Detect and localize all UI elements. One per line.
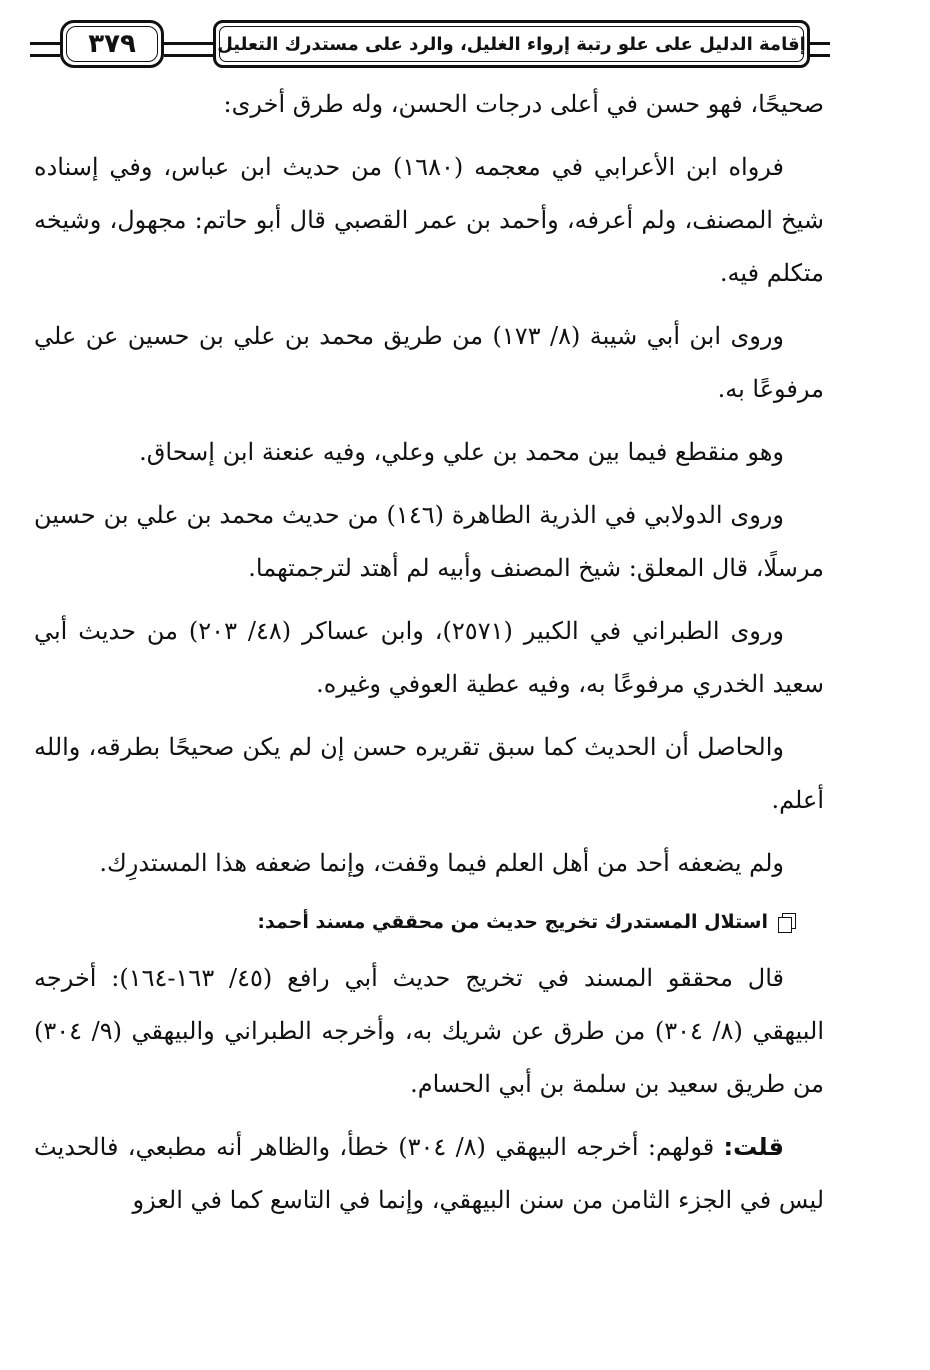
paragraph: قال محققو المسند في تخريج حديث أبي رافع (٤٥/ ١٦٣-١٦٤): أخرجه البيهقي (٨/ ٣٠٤) من طرق عن شريك به، وأخرجه الطبراني والبيهقي (٩/ ٣٠٤) من طريق سعيد بن سلمة بن أبي الحسام. <box>34 964 825 1098</box>
page-body <box>34 78 824 1237</box>
header-rule-left <box>30 42 60 57</box>
paragraph: وهو منقطع فيما بين محمد بن علي وعلي، وفيه عنعنة ابن إسحاق. <box>139 438 784 466</box>
running-title: إقامة الدليل على علو رتبة إرواء الغليل، والرد على مستدرك التعليل <box>217 33 806 55</box>
paragraph-text: قولهم: أخرجه البيهقي (٨/ ٣٠٤) خطأ، والظاهر أنه مطبعي، فالحديث ليس في الجزء الثامن من سنن البيهقي، وإنما في التاسع كما في العزو <box>34 1133 824 1214</box>
page-number-frame <box>60 20 164 68</box>
page-number: ٣٧٩ <box>88 29 136 59</box>
paragraph: صحيحًا، فهو حسن في أعلى درجات الحسن، وله طرق أخرى: <box>223 90 824 118</box>
header-rule-middle <box>164 42 213 57</box>
qult-label: قلت: <box>723 1133 784 1161</box>
paragraph: والحاصل أن الحديث كما سبق تقريره حسن إن لم يكن صحيحًا بطرقه، والله أعلم. <box>34 733 824 814</box>
running-title-frame <box>213 20 810 68</box>
document-icon <box>778 913 794 931</box>
section-heading <box>34 900 824 944</box>
paragraph <box>34 1121 824 1227</box>
header-rule-right <box>810 42 830 57</box>
paragraph: فرواه ابن الأعرابي في معجمه (١٦٨٠) من حديث ابن عباس، وفي إسناده شيخ المصنف، ولم أعرفه، وأحمد بن عمر القصبي قال أبو حاتم: مجهول، وشيخه متكلم فيه. <box>34 153 824 287</box>
page-header <box>30 14 830 72</box>
paragraph: وروى الدولابي في الذرية الطاهرة (١٤٦) من حديث محمد بن علي بن حسين مرسلًا، قال المعلق: شيخ المصنف وأبيه لم أهتد لترجمتهما. <box>34 501 824 582</box>
paragraph: وروى الطبراني في الكبير (٢٥٧١)، وابن عساكر (٤٨/ ٢٠٣) من حديث أبي سعيد الخدري مرفوعًا به، وفيه عطية العوفي وغيره. <box>34 617 824 698</box>
paragraph: ولم يضعفه أحد من أهل العلم فيما وقفت، وإنما ضعفه هذا المستدرِك. <box>99 849 784 877</box>
paragraph: وروى ابن أبي شيبة (٨/ ١٧٣) من طريق محمد بن علي بن حسين عن علي مرفوعًا به. <box>34 322 824 403</box>
section-heading-text: استلال المستدرك تخريج حديث من محققي مسند أحمد: <box>257 911 768 933</box>
